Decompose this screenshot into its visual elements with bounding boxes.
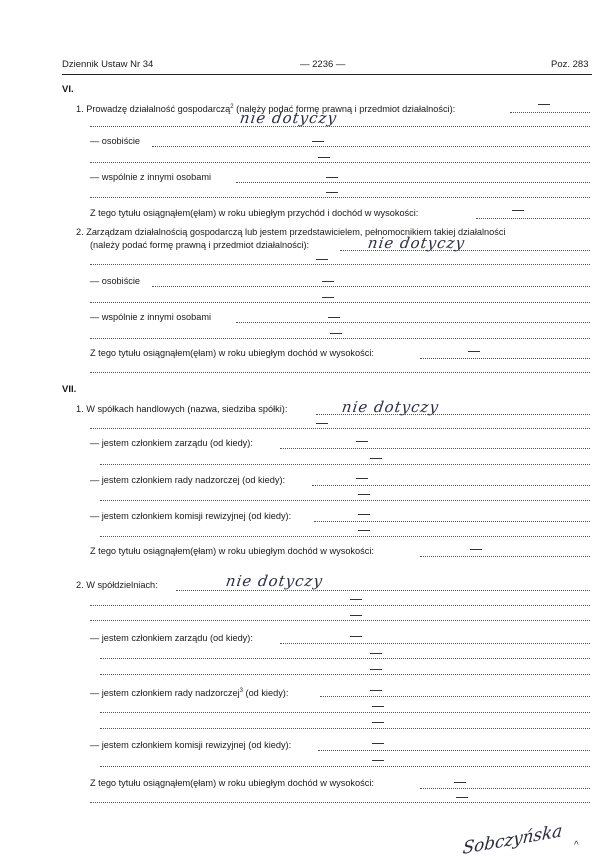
journal-title: Dziennik Ustaw Nr 34: [62, 59, 154, 70]
vi-1-joint: — wspólnie z innymi osobami: [90, 172, 212, 182]
vi-2-dash: [316, 259, 328, 260]
vii-2-income-dash2: [456, 797, 468, 798]
vii-2-supervisory: — jestem członkiem rady nadzorczej: [90, 688, 240, 699]
vi-1-dash: [538, 104, 550, 105]
vi-1-joint-field[interactable]: [236, 182, 590, 183]
vi-2-income-field[interactable]: [420, 358, 590, 359]
vii-2-supervisory-rest: (od kiedy):: [242, 688, 289, 699]
vi-2-personal-dash2: [322, 297, 334, 298]
vii-1-audit-dash: [358, 514, 370, 515]
section-vii-title: VII.: [62, 384, 77, 395]
vii-2-supervisory-dash2: [372, 706, 384, 707]
vi-1-income-field[interactable]: [476, 218, 590, 219]
vii-2-label: 2. W spółdzielniach:: [76, 580, 158, 590]
vii-1-supervisory-field[interactable]: [312, 485, 590, 486]
vii-2-audit-dash: [372, 743, 384, 744]
section-vi-title: VI.: [62, 84, 74, 95]
vi-2-joint-dash2: [330, 333, 342, 334]
vi-2-line1: 2. Zarządzam działalnością gospodarczą lub jestem przedstawicielem, pełnomocnikiem takiej działalności: [76, 227, 506, 237]
vii-2-dash2: [350, 615, 362, 616]
vi-2-joint-field-line2[interactable]: [90, 338, 590, 339]
vi-1-joint-dash: [326, 177, 338, 178]
vii-2-field-line3[interactable]: [90, 620, 590, 621]
vii-2-board-dash3: [370, 669, 382, 670]
vii-1-dash: [316, 423, 328, 424]
footnote-2: 2: [230, 104, 234, 110]
vii-1-label: 1. W spółkach handlowych (nazwa, siedziba spółki):: [76, 404, 288, 414]
vi-1-joint-dash2: [326, 192, 338, 193]
vi-2-personal-field[interactable]: [152, 286, 590, 287]
vi-1-label-rest: (należy podać formę prawną i przedmiot działalności):: [233, 104, 456, 115]
page-number: — 2236 —: [300, 59, 346, 70]
vi-1-personal-field[interactable]: [152, 146, 590, 147]
vii-2-supervisory-dash3: [372, 722, 384, 723]
vi-2-field-line2[interactable]: [90, 264, 590, 265]
vii-2-field-line2[interactable]: [90, 605, 590, 606]
vii-2-board-field-line2[interactable]: [100, 658, 590, 659]
vii-2-answer: nie dotyczy: [224, 572, 325, 590]
vii-2-board-field[interactable]: [280, 643, 590, 644]
vi-1-personal-dash: [312, 141, 324, 142]
vii-2-income-dash: [454, 782, 466, 783]
vii-2-audit-field-line2[interactable]: [100, 766, 590, 767]
vi-1-answer: nie dotyczy: [238, 109, 339, 127]
vii-1-supervisory-dash: [356, 478, 368, 479]
vi-2-joint: — wspólnie z innymi osobami: [90, 312, 212, 322]
vii-2-board-dash2: [370, 653, 382, 654]
vii-2-income-field[interactable]: [420, 788, 590, 789]
vii-2-income-field-line2[interactable]: [90, 802, 590, 803]
vi-2-answer: nie dotyczy: [366, 234, 467, 252]
vii-1-field-line2[interactable]: [90, 428, 590, 429]
vii-2-supervisory-field-line2[interactable]: [100, 712, 590, 713]
vii-1-answer: nie dotyczy: [340, 398, 441, 416]
vii-1-income-dash: [470, 549, 482, 550]
vii-1-supervisory-dash2: [358, 494, 370, 495]
vii-1-board-dash2: [370, 458, 382, 459]
vii-1-audit-dash2: [358, 530, 370, 531]
vi-1-field[interactable]: [510, 112, 590, 113]
vii-2-supervisory-field[interactable]: [320, 696, 590, 697]
vii-2-board: — jestem członkiem zarządu (od kiedy):: [90, 633, 253, 643]
vii-2-supervisory-label: [90, 686, 288, 699]
vii-1-income: Z tego tytułu osiągnąłem(ęłam) w roku ubiegłym dochód w wysokości:: [90, 546, 374, 556]
vi-1-label-text: 1. Prowadzę działalność gospodarczą: [76, 104, 231, 115]
header-rule: [62, 74, 592, 75]
vi-2-income-dash: [468, 351, 480, 352]
vi-2-joint-field[interactable]: [236, 322, 590, 323]
vi-2-income-field-line2[interactable]: [90, 372, 590, 373]
vi-2-joint-dash: [328, 317, 340, 318]
vii-2-income: Z tego tytułu osiągnąłem(ęłam) w roku ubiegłym dochód w wysokości:: [90, 778, 374, 788]
vi-1-personal-field-line2[interactable]: [90, 162, 590, 163]
vii-1-board-field-line2[interactable]: [100, 464, 590, 465]
vi-1-personal-dash2: [318, 157, 330, 158]
vi-1-income: Z tego tytułu osiągnąłem(ęłam) w roku ubiegłym przychód i dochód w wysokości:: [90, 208, 419, 218]
vi-2-personal-field-line2[interactable]: [90, 302, 590, 303]
vii-2-supervisory-field-line3[interactable]: [100, 728, 590, 729]
vii-1-board-dash: [356, 441, 368, 442]
vii-1-supervisory-field-line2[interactable]: [100, 500, 590, 501]
vi-1-joint-field-line2[interactable]: [90, 197, 590, 198]
vii-2-audit-dash2: [372, 760, 384, 761]
vii-1-audit-field[interactable]: [314, 521, 590, 522]
vii-2-supervisory-dash: [370, 690, 382, 691]
vii-2-audit: — jestem członkiem komisji rewizyjnej (od kiedy):: [90, 740, 292, 750]
vii-2-board-dash: [350, 636, 362, 637]
vii-1-board: — jestem członkiem zarządu (od kiedy):: [90, 438, 253, 448]
vi-2-personal-dash: [322, 281, 334, 282]
handwritten-signature: Sobczyńska: [461, 820, 564, 860]
vii-2-field[interactable]: [176, 590, 590, 591]
vi-2-line2: (należy podać formę prawną i przedmiot działalności):: [90, 240, 310, 250]
footnote-3: 3: [239, 688, 243, 694]
vii-1-audit-field-line2[interactable]: [100, 536, 590, 537]
position-number: Poz. 283: [551, 59, 589, 70]
vi-1-field-line2[interactable]: [90, 126, 590, 127]
vi-2-personal: — osobiście: [90, 276, 141, 286]
vii-1-audit: — jestem członkiem komisji rewizyjnej (od kiedy):: [90, 511, 292, 521]
vii-1-income-field[interactable]: [420, 556, 590, 557]
vii-2-audit-field[interactable]: [318, 750, 590, 751]
vii-1-board-field[interactable]: [280, 448, 590, 449]
vii-2-board-field-line3[interactable]: [100, 674, 590, 675]
vii-2-dash: [350, 599, 362, 600]
vi-2-income: Z tego tytułu osiągnąłem(ęłam) w roku ubiegłym dochód w wysokości:: [90, 348, 374, 358]
vii-1-supervisory: — jestem członkiem rady nadzorczej (od kiedy):: [90, 475, 286, 485]
vi-1-income-dash: [512, 210, 524, 211]
signature-mark: ^: [574, 840, 579, 851]
vi-1-personal: — osobiście: [90, 136, 141, 146]
